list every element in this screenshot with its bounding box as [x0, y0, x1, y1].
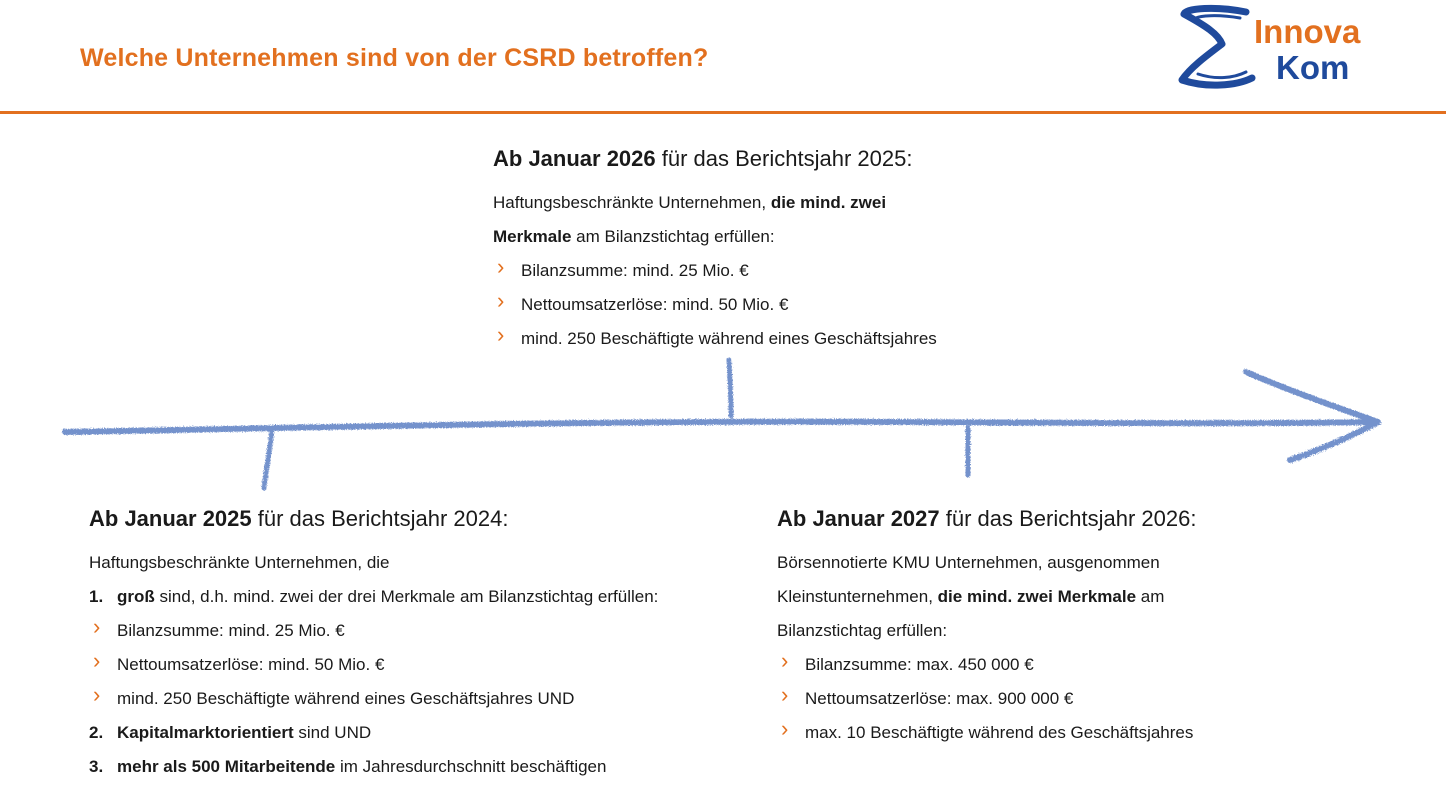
section-2027 [777, 506, 1196, 750]
intro-line: Börsennotierte KMU Unternehmen, ausgenommen [777, 553, 1160, 572]
criteria-item [89, 614, 658, 648]
criteria-text: mind. 250 Beschäftigte während eines Geschäftsjahres UND [117, 689, 575, 708]
intro-emphasis: die mind. zwei [770, 193, 887, 212]
intro-line: Haftungsbeschränkte Unternehmen, die [89, 553, 390, 572]
intro-text: am [1136, 587, 1165, 606]
intro-text: am Bilanzstichtag erfüllen: [571, 227, 775, 246]
timeline-tick-2026 [729, 360, 731, 416]
chevron-right-icon: › [93, 648, 101, 673]
intro-text: Kleinstunternehmen, [777, 587, 938, 606]
innovakom-logo [1176, 4, 1391, 90]
timeline-arrowhead-lower [1290, 422, 1378, 460]
criteria-text: Bilanzsumme: mind. 25 Mio. € [521, 261, 749, 280]
criteria-text: Nettoumsatzerlöse: mind. 50 Mio. € [521, 295, 789, 314]
heading-date: Ab Januar 2026 [493, 146, 656, 171]
heading-date: Ab Januar 2027 [777, 506, 940, 531]
heading-rest: für das Berichtsjahr 2024: [251, 506, 509, 531]
item-number: 1. [89, 587, 104, 606]
criteria-item [89, 648, 658, 682]
intro-line [493, 186, 937, 220]
criteria-text: max. 10 Beschäftigte während des Geschäftsjahres [805, 723, 1194, 742]
sigma-swoosh-icon [1176, 4, 1256, 90]
intro-line: Bilanzstichtag erfüllen: [777, 621, 948, 640]
intro-line [777, 580, 1196, 614]
item-text: sind UND [293, 723, 372, 742]
chevron-right-icon: › [781, 648, 789, 673]
criteria-item [89, 682, 658, 716]
criteria-text: mind. 250 Beschäftigte während eines Geschäftsjahres [521, 329, 937, 348]
timeline-tick-2025 [264, 428, 272, 488]
section-2026 [493, 146, 937, 356]
item-text: im Jahresdurchschnitt beschäftigen [335, 757, 607, 776]
intro-line [493, 220, 937, 254]
item-number: 3. [89, 757, 104, 776]
section-2025 [89, 506, 658, 784]
chevron-right-icon: › [497, 254, 505, 279]
criteria-text: Nettoumsatzerlöse: max. 900 000 € [805, 689, 1074, 708]
criteria-item [493, 322, 937, 356]
numbered-item [89, 750, 658, 784]
criteria-item [777, 648, 1196, 682]
heading-rest: für das Berichtsjahr 2026: [939, 506, 1197, 531]
timeline-line [65, 422, 1378, 432]
section-heading [493, 146, 937, 172]
item-text: sind, d.h. mind. zwei der drei Merkmale am Bilanzstichtag erfüllen: [154, 587, 659, 606]
intro-emphasis: Merkmale [493, 227, 572, 246]
criteria-item [493, 254, 937, 288]
item-emphasis: mehr als 500 Mitarbeitende [117, 757, 336, 776]
criteria-text: Bilanzsumme: mind. 25 Mio. € [117, 621, 345, 640]
logo-wordmark [1254, 14, 1360, 86]
heading-date: Ab Januar 2025 [89, 506, 252, 531]
numbered-item [89, 580, 658, 614]
logo-line2: Kom [1276, 49, 1350, 86]
chevron-right-icon: › [93, 682, 101, 707]
chevron-right-icon: › [93, 614, 101, 639]
timeline-arrow [0, 350, 1446, 500]
logo-line1: Innova [1254, 13, 1361, 50]
criteria-text: Bilanzsumme: max. 450 000 € [805, 655, 1034, 674]
item-number: 2. [89, 723, 104, 742]
intro-emphasis: die mind. zwei Merkmale [937, 587, 1137, 606]
intro-text: Haftungsbeschränkte Unternehmen, [493, 193, 771, 212]
item-emphasis: groß [117, 587, 155, 606]
page-title: Welche Unternehmen sind von der CSRD betroffen? [80, 44, 709, 72]
chevron-right-icon: › [781, 716, 789, 741]
item-emphasis: Kapitalmarktorientiert [117, 723, 294, 742]
criteria-item [777, 682, 1196, 716]
section-heading [89, 506, 658, 532]
section-heading [777, 506, 1196, 532]
chevron-right-icon: › [497, 322, 505, 347]
numbered-item [89, 716, 658, 750]
criteria-text: Nettoumsatzerlöse: mind. 50 Mio. € [117, 655, 385, 674]
header-divider [0, 111, 1446, 114]
timeline-arrowhead-upper [1246, 372, 1378, 422]
chevron-right-icon: › [781, 682, 789, 707]
criteria-item [493, 288, 937, 322]
heading-rest: für das Berichtsjahr 2025: [655, 146, 913, 171]
chevron-right-icon: › [497, 288, 505, 313]
criteria-item [777, 716, 1196, 750]
